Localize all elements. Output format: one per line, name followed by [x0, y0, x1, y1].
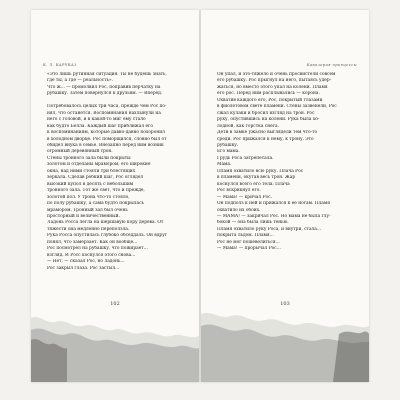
- text-line: коснулся всего его тела. Плача: [217, 181, 290, 187]
- text-line: окна, над ними стояли три блестящих: [47, 168, 136, 174]
- text-line: Он подполз к ней и прижался к ее ногам. Пламя: [217, 201, 331, 207]
- text-line: рубашку. Затем повернулся к друзьям. — Вперед.: [47, 91, 163, 97]
- text-line: Пламя охватило всю руку. Плача Рос: [217, 168, 304, 174]
- text-line: Рос вскрикнул его.: [217, 188, 261, 194]
- text-line: «Это лишь рутинная ситуация. Ты не будешь знать,: [47, 72, 167, 77]
- text-line: в холодном дворце. Рос поморщился, словно был от: [47, 136, 167, 142]
- text-line: сжал кулаки и бросил взгляд на трон. Рос: [217, 110, 315, 116]
- text-line: тронного зала. Тот же свет, что и прежде,: [47, 188, 145, 194]
- text-line: обидел внука в семье. Внезапно перед ним возник: [47, 142, 164, 148]
- text-line: руку, опустившись на колени. Рука была хо-: [217, 117, 320, 123]
- text-line: понял, что замерзает. Как он вообще...: [47, 239, 138, 245]
- text-line: в пламени, окутав весь трон. Жар: [217, 175, 296, 181]
- left-running-head: К. Л. КАРУКАЗ: [43, 63, 77, 67]
- text-line: к воспоминаниям, которые давно-давно похоронил: [47, 130, 165, 136]
- text-line: Охватив каждого его, Рос, покрытый глазами: [217, 97, 323, 103]
- text-line: среди. Рос прижался к нему, к трону. Это: [217, 136, 314, 142]
- text-line: высокий купол в десять с небольшим: [47, 181, 134, 187]
- text-line: Ладонь Росса легла на шершавую кору дерева. От: [47, 220, 164, 226]
- text-line: огромный деревянный трон.: [47, 149, 113, 155]
- text-line: Что ж... — промолвил Рос, поправив перчатку на: [47, 84, 161, 90]
- left-page-illustration: [31, 278, 199, 382]
- text-line: Рука Росса опустилась глубоко обседдаль. Он вдруг: [47, 233, 168, 239]
- text-line: покрыта льдом. Пламя...: [217, 233, 274, 239]
- text-line: — Мама! — кричал Рос.: [217, 194, 272, 200]
- text-line: его рубашку. Рос прыгнул на него, пытаясь удер-: [217, 78, 332, 84]
- text-line: золотой пол. У трона что-то стояло,: [47, 194, 130, 200]
- text-line: — Мама! — прорычал Рос...: [217, 246, 281, 252]
- text-line: Он упал, и это-тяжело и очень просвистели совсем: [217, 72, 336, 77]
- right-page-illustration: [201, 270, 369, 382]
- text-line: Потребовалось целых три часа, прежде чем Рос по-: [47, 104, 167, 110]
- text-line: Мама.: [217, 162, 232, 168]
- text-line: — Нет, — сказал Рос, но ладонь...: [47, 259, 125, 265]
- right-page-text: [212, 72, 360, 253]
- text-line: Пламя охватило руку Роса, и внутри, стала...: [217, 226, 322, 232]
- text-line: лодной, как горстка снега.: [217, 123, 279, 129]
- text-line: охватило их обоих.: [217, 207, 261, 213]
- text-line: Стены тронного зала были покрыты: [47, 155, 131, 161]
- text-line: взгляд. И Росс коснулся этого снова...: [47, 252, 136, 258]
- text-line: него с головой, и в какой-то миг ему стало: [47, 117, 146, 123]
- left-page-number: 102: [110, 301, 120, 307]
- text-line: его рос. Перед ним расплывались — корона.: [217, 91, 320, 97]
- text-line: жаться, но вместо этого упал на колени. Пламя: [217, 84, 328, 90]
- text-line: по полу рубашку, а сама будто покрылась: [47, 201, 144, 207]
- text-line: мрамором. Тронный зал был очень: [47, 207, 128, 213]
- right-running-head: Кавалерия принцессы: [306, 63, 357, 67]
- text-line: золотом и отделаны мрамором, его широкие: [47, 162, 151, 168]
- text-line: Рос закрыл глаза. Рос застыл...: [47, 265, 120, 271]
- text-line: Дети в замке ужасно выглядели тем что-то: [217, 130, 318, 136]
- text-line: Его мама.: [217, 149, 240, 155]
- text-line: бокой — она была лишь тенью.: [217, 220, 289, 226]
- right-page-number: 103: [280, 301, 290, 307]
- left-page-text: [42, 72, 190, 272]
- text-line: просторный и величественный.: [47, 213, 120, 219]
- text-line: нял, что останется. Воспоминания нахлынули на: [47, 110, 161, 116]
- text-line: Рос посмотрел на рубашку, что пожирает...: [47, 246, 148, 252]
- text-line: как будто Белла. Каждый шаг приближал его: [47, 123, 153, 129]
- text-line: тяжести она медленно переползла.: [47, 226, 130, 232]
- text-line: Рос не мог пошевелиться...: [217, 239, 280, 245]
- right-dark-smoke: [333, 331, 369, 382]
- text-line: в фиолетовом свете пламени. Стены зазвенели, Рос: [217, 104, 337, 110]
- text-line: Грудь Роса затрепетала.: [217, 155, 274, 161]
- right-page: [201, 10, 369, 382]
- text-line: зеркала. Сделав робкий шаг, Рос оглядел: [47, 175, 144, 181]
- text-line: где ты, а где — реальность».: [47, 78, 113, 84]
- left-page: [31, 10, 199, 382]
- text-line: — МАМА! — закричал Рос. Но мама не была глу-: [217, 213, 331, 219]
- text-line: рубашку.: [217, 142, 239, 148]
